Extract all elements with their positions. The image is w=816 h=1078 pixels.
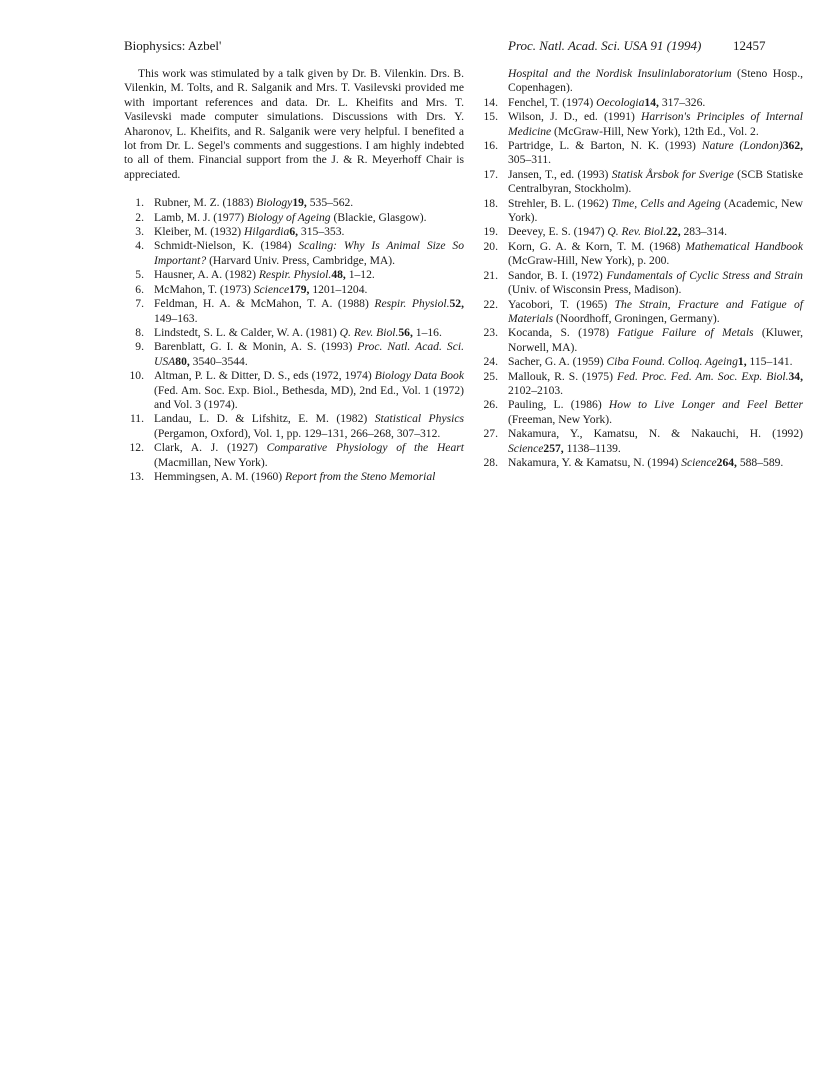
reference-number: 10. (129, 369, 144, 383)
reference-number: 8. (135, 325, 144, 339)
reference-pages: 283–314. (680, 225, 727, 239)
reference-authors: Schmidt-Nielson, K. (1984) (154, 239, 299, 253)
reference-item (478, 326, 803, 355)
reference-pages: 317–326. (658, 95, 706, 109)
reference-authors: Sandor, B. I. (1972) (508, 268, 607, 282)
reference-number: 13. (129, 469, 144, 483)
reference-item (124, 225, 464, 239)
reference-title: Respir. Physiol. (258, 268, 332, 282)
reference-authors: Yacobori, T. (1965) (508, 297, 615, 311)
reference-title: Statistical Physics (374, 412, 464, 426)
reference-volume: 179, (289, 282, 310, 296)
reference-item (478, 298, 803, 327)
reference-pages: 588–589. (736, 455, 784, 469)
reference-title: Respir. Physiol. (374, 297, 450, 311)
reference-title: The Strain, Fracture and Fatigue of Materials (508, 297, 803, 325)
reference-pages: 1–16. (412, 325, 442, 339)
reference-authors: Hausner, A. A. (1982) (154, 268, 259, 282)
reference-volume: 34, (788, 369, 803, 383)
reference-list-left (124, 196, 464, 484)
reference-pages: (Blackie, Glasgow). (330, 210, 427, 224)
reference-number: 18. (483, 196, 498, 210)
reference-volume: 6, (289, 225, 299, 239)
reference-number: 21. (483, 268, 498, 282)
reference-pages: 1201–1204. (309, 282, 368, 296)
reference-authors: Deevey, E. S. (1947) (508, 225, 608, 239)
reference-title: Statisk Årsbok for Sverige (611, 167, 734, 181)
reference-authors: Lindstedt, S. L. & Calder, W. A. (1981) (154, 325, 340, 339)
reference-number: 26. (483, 398, 498, 412)
journal-citation: Proc. Natl. Acad. Sci. USA 91 (1994) (508, 38, 702, 53)
reference-pages: (McGraw-Hill, New York), p. 200. (508, 254, 670, 268)
reference-pages: (Pergamon, Oxford), Vol. 1, pp. 129–131, 266–268, 307–312. (154, 426, 441, 440)
reference-volume: 80, (175, 354, 190, 368)
reference-volume: 19, (292, 196, 307, 210)
reference-title: Science (253, 282, 290, 296)
reference-number: 3. (135, 225, 144, 239)
reference-title: Oecologia (596, 95, 645, 109)
reference-item (478, 139, 803, 168)
reference-authors: Lamb, M. J. (1977) (154, 210, 248, 224)
reference-title: Proc. Natl. Acad. Sci. USA (154, 340, 464, 368)
reference-item (124, 412, 464, 441)
reference-authors: Kocanda, S. (1978) (508, 326, 618, 340)
reference-number: 24. (483, 355, 498, 369)
reference-pages: 2102–2103. (508, 383, 564, 397)
reference-number: 25. (483, 369, 498, 383)
reference-item (478, 398, 803, 427)
reference-authors: Clark, A. J. (1927) (154, 441, 267, 455)
reference-pages: (Freeman, New York). (508, 412, 613, 426)
reference-authors: Nakamura, Y., Kamatsu, N. & Nakauchi, H. (1992) (508, 427, 803, 441)
reference-authors: Hemmingsen, A. M. (1960) (154, 469, 286, 483)
reference-title: Science (508, 441, 544, 455)
acknowledgments: This work was stimulated by a talk given by Dr. B. Vilenkin. Drs. B. Vilenkin, M. Tolts, and R. Salganik and Mrs. T. Vasilevski provided me with important references and data. Dr. L. Kheifits and Mrs. T. Vasilevski made computer simulations. Discussions with Drs. Y. Aharonov, L. Kheifits, and R. Salganik were very helpful. I benefited a lot from Dr. L. Segel's comments and suggestions. I am highly indebted to all of them. Financial support from the J. & R. Meyerhoff Chair is appreciated. (124, 67, 464, 181)
reference-title: Comparative Physiology of the Heart (266, 441, 464, 455)
reference-pages: 149–163. (154, 311, 198, 325)
reference-title: Hospital and the Nordisk Insulinlaboratorium (508, 67, 732, 80)
reference-number: 19. (483, 225, 498, 239)
reference-number: 17. (483, 167, 498, 181)
reference-item (478, 355, 803, 369)
reference-title: How to Live Longer and Feel Better (608, 398, 803, 412)
reference-title: Science (681, 455, 717, 469)
reference-volume: 257, (543, 441, 564, 455)
reference-pages: (Academic, New York). (508, 196, 803, 225)
left-column (124, 67, 464, 484)
reference-authors: Partridge, L. & Barton, N. K. (1993) (508, 139, 702, 153)
reference-title: Ciba Found. Colloq. Ageing (606, 355, 738, 369)
reference-number: 4. (135, 239, 144, 253)
reference-13-continuation (478, 67, 803, 96)
reference-number: 22. (483, 297, 498, 311)
right-column (478, 67, 803, 470)
reference-volume: 22, (666, 225, 681, 239)
reference-title: Mathematical Handbook (685, 239, 803, 253)
reference-pages: (Univ. of Wisconsin Press, Madison). (508, 283, 682, 297)
reference-item (124, 340, 464, 369)
reference-item (124, 268, 464, 282)
reference-title: Time, Cells and Ageing (611, 196, 721, 210)
reference-item (124, 470, 464, 484)
reference-number: 1. (135, 196, 144, 210)
reference-title: Scaling: Why Is Animal Size So Important? (154, 239, 464, 267)
reference-pages: (Kluwer, Norwell, MA). (508, 326, 803, 354)
reference-number: 5. (135, 268, 144, 282)
reference-authors: Rubner, M. Z. (1883) (154, 196, 257, 210)
reference-number: 28. (483, 455, 498, 469)
reference-authors: Pauling, L. (1986) (508, 398, 609, 412)
reference-title: Nature (London) (701, 139, 783, 153)
reference-volume: 264, (716, 455, 737, 469)
reference-authors: Nakamura, Y. & Kamatsu, N. (1994) (508, 455, 682, 469)
reference-authors: Fenchel, T. (1974) (508, 95, 597, 109)
reference-number: 15. (483, 110, 498, 124)
reference-number: 20. (483, 239, 498, 253)
reference-authors: Feldman, H. A. & McMahon, T. A. (1988) (154, 297, 375, 311)
reference-number: 14. (483, 95, 498, 109)
reference-item (478, 456, 803, 470)
reference-authors: Mallouk, R. S. (1975) (508, 369, 617, 383)
reference-item (124, 211, 464, 225)
reference-number: 12. (129, 441, 144, 455)
reference-number: 23. (483, 326, 498, 340)
reference-item (124, 369, 464, 412)
reference-title: Fundamentals of Cyclic Stress and Strain (606, 268, 803, 282)
reference-volume: 48, (331, 268, 346, 282)
reference-pages: (Fed. Am. Soc. Exp. Biol., Bethesda, MD), 2nd Ed., Vol. 1 (1972) and Vol. 3 (1974). (154, 383, 464, 411)
reference-item (124, 441, 464, 470)
running-title: Biophysics: Azbel' (124, 38, 222, 53)
reference-authors: Wilson, J. D., ed. (1991) (508, 110, 642, 124)
reference-pages: (McGraw-Hill, New York), 12th Ed., Vol. 2. (551, 124, 759, 138)
reference-item (124, 239, 464, 268)
reference-pages: (Macmillan, New York). (154, 455, 268, 469)
reference-number: 6. (135, 282, 144, 296)
reference-number: 27. (483, 427, 498, 441)
reference-authors: Barenblatt, G. I. & Monin, A. S. (1993) (154, 340, 358, 354)
reference-volume: 14, (644, 95, 659, 109)
reference-number: 11. (129, 412, 144, 426)
reference-pages: 1–12. (345, 268, 375, 282)
reference-title: Q. Rev. Biol. (339, 325, 399, 339)
reference-pages: (SCB Statiske Centralbyran, Stockholm). (508, 167, 803, 196)
reference-item (124, 283, 464, 297)
reference-number: 2. (135, 210, 144, 224)
reference-pages: (Harvard Univ. Press, Cambridge, MA). (206, 253, 396, 267)
reference-title: Report from the Steno Memorial (285, 469, 436, 483)
reference-authors: Kleiber, M. (1932) (154, 225, 245, 239)
reference-authors: Sacher, G. A. (1959) (508, 355, 607, 369)
reference-pages: (Noordhoff, Groningen, Germany). (553, 311, 720, 325)
reference-item (478, 96, 803, 110)
reference-number: 7. (135, 297, 144, 311)
reference-item (478, 197, 803, 226)
reference-title: Biology (256, 196, 293, 210)
reference-authors: Jansen, T., ed. (1993) (508, 167, 612, 181)
reference-pages: 115–141. (746, 355, 793, 369)
page-header (0, 38, 816, 56)
reference-item (478, 168, 803, 197)
reference-pages: 3540–3544. (189, 354, 248, 368)
reference-list-right (478, 67, 803, 470)
reference-item (478, 225, 803, 239)
reference-volume: 52, (449, 297, 464, 311)
reference-item (124, 326, 464, 340)
reference-volume: 1, (737, 355, 747, 369)
reference-title: Biology of Ageing (247, 210, 331, 224)
reference-title: Q. Rev. Biol. (607, 225, 667, 239)
reference-title: Biology Data Book (374, 369, 464, 383)
reference-item (478, 240, 803, 269)
reference-title: Hilgardia (244, 225, 290, 239)
reference-item (478, 427, 803, 456)
reference-item (478, 269, 803, 298)
reference-number: 16. (483, 139, 498, 153)
reference-title: Fatigue Failure of Metals (617, 326, 754, 340)
reference-volume: 362, (782, 139, 804, 153)
reference-authors: Korn, G. A. & Korn, T. M. (1968) (508, 239, 686, 253)
reference-volume: 56, (398, 325, 413, 339)
reference-item (478, 370, 803, 399)
reference-number: 9. (135, 340, 144, 354)
reference-authors: Altman, P. L. & Ditter, D. S., eds (1972, 1974) (154, 369, 375, 383)
reference-title: Harrison's Principles of Internal Medicine (508, 110, 804, 138)
reference-pages: 535–562. (306, 196, 354, 210)
reference-item (124, 196, 464, 210)
reference-pages: 315–353. (298, 225, 345, 239)
reference-authors: Landau, L. D. & Lifshitz, E. M. (1982) (154, 412, 375, 426)
reference-item (124, 297, 464, 326)
reference-authors: Strehler, B. L. (1962) (508, 196, 612, 210)
reference-pages: 305–311. (508, 153, 552, 167)
reference-item (478, 110, 803, 139)
reference-publisher: (Steno Hosp., Copenhagen). (508, 67, 803, 95)
reference-pages: 1138–1139. (563, 441, 621, 455)
reference-title: Fed. Proc. Fed. Am. Soc. Exp. Biol. (616, 369, 789, 383)
page-number: 12457 (733, 38, 766, 53)
reference-authors: McMahon, T. (1973) (154, 282, 254, 296)
